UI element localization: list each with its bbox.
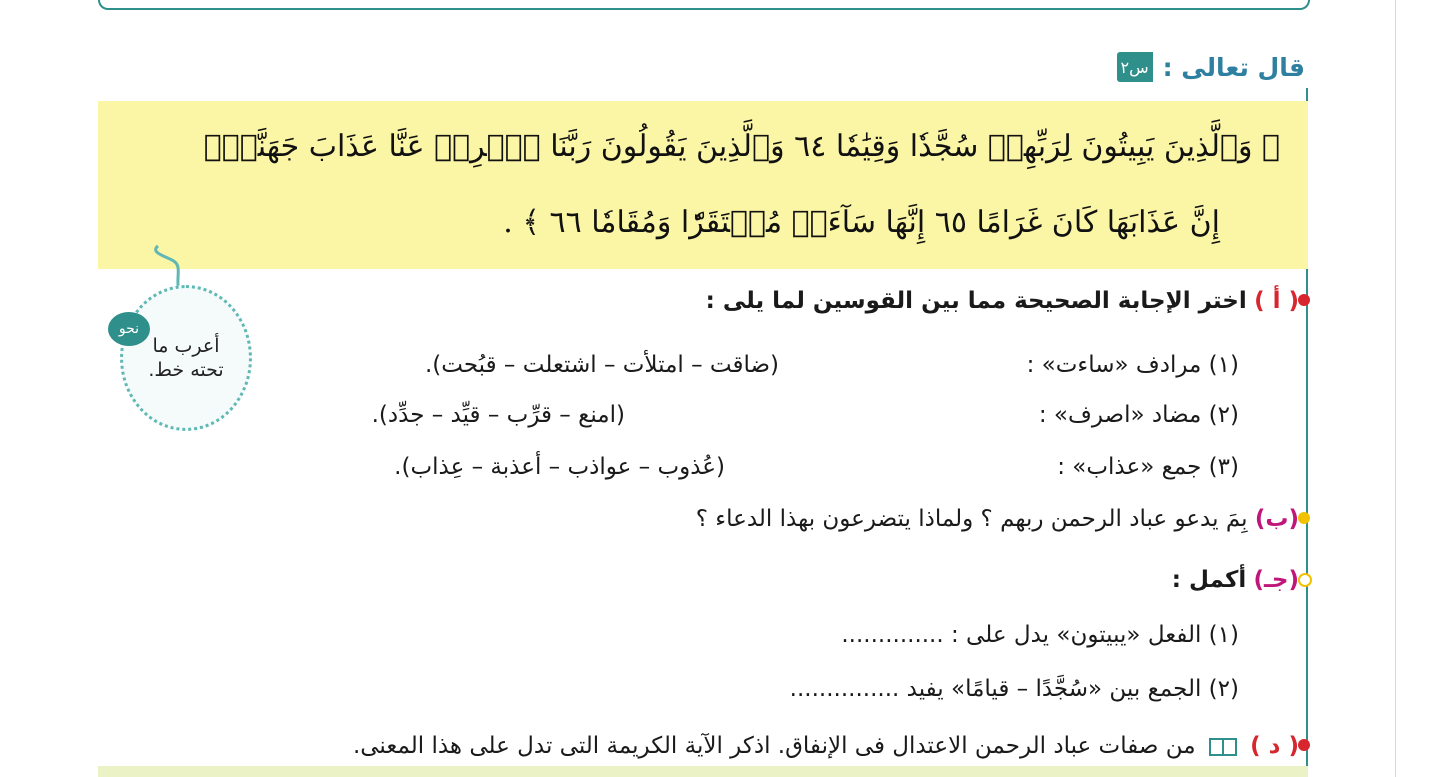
question-title: قال تعالى : xyxy=(1162,52,1305,82)
top-frame xyxy=(98,0,1310,10)
bullet-d xyxy=(1298,739,1310,751)
bullet-c xyxy=(1298,573,1312,587)
part-d-text: من صفات عباد الرحمن الاعتدال فى الإنفاق. اذكر الآية الكريمة التى تدل على هذا المعنى. xyxy=(352,733,1196,759)
a-item-1-choices: (ضاقت – امتلأت – اشتعلت – قبُحت). xyxy=(424,352,779,378)
part-d-label: ( د ) xyxy=(1250,733,1299,759)
a-item-1-prompt: (١) مرادف «ساءت» : xyxy=(1026,352,1239,378)
page-edge xyxy=(1395,0,1396,777)
bullet-a xyxy=(1298,294,1310,306)
quran-verse-box xyxy=(98,101,1308,269)
part-b xyxy=(696,502,1299,536)
a-item-3-choices: (عُذوب – عواذب – أعذبة – عِذاب). xyxy=(394,454,725,480)
question-number-badge: س٢ xyxy=(1117,52,1153,82)
part-b-label: (ب) xyxy=(1254,506,1299,532)
a-item-2-choices: (امنع – قرِّب – قيِّد – جدِّد). xyxy=(371,402,625,428)
part-a-label: ( أ ) xyxy=(1254,288,1299,314)
part-c-title: أكمل : xyxy=(1171,567,1247,593)
bottom-strip xyxy=(98,766,1308,777)
part-d xyxy=(353,729,1299,763)
c-item-1: (١) الفعل «يبيتون» يدل على : .............. xyxy=(841,622,1239,648)
part-a-instruction: اختر الإجابة الصحيحة مما بين القوسين لما يلى : xyxy=(705,288,1247,314)
part-a-heading xyxy=(706,284,1299,318)
grammar-stamp xyxy=(120,285,252,431)
stamp-badge: نحو xyxy=(108,312,150,346)
question-header xyxy=(1117,52,1305,82)
bullet-b xyxy=(1298,512,1310,524)
c-item-2: (٢) الجمع بين «سُجَّدًا – قيامًا» يفيد ............... xyxy=(789,676,1239,702)
part-c-label: (جـ) xyxy=(1253,567,1299,593)
quran-line-2: إِنَّ عَذَابَهَا كَانَ غَرَامًا ٦٥ إِنَّهَا سَآءَتۡ مُسۡتَقَرّٗا وَمُقَامٗا ٦٦ ﴾ . xyxy=(503,205,1220,240)
a-item-3-prompt: (٣) جمع «عذاب» : xyxy=(1057,454,1239,480)
quran-line-1: ﴿ وَٱلَّذِينَ يَبِيتُونَ لِرَبِّهِمۡ سُجَّدٗا وَقِيَٰمٗا ٦٤ وَٱلَّذِينَ يَقُولُونَ رَبَّنَا ٱصۡرِفۡ عَنَّا عَذَابَ جَهَنَّمَۖ xyxy=(203,129,1280,164)
part-b-text: بِمَ يدعو عباد الرحمن ربهم ؟ ولماذا يتضرعون بهذا الدعاء ؟ xyxy=(695,506,1248,532)
stamp-text: أعرب ما تحته خط. xyxy=(148,335,224,381)
book-icon xyxy=(1209,737,1237,757)
part-c-heading xyxy=(1172,563,1299,597)
a-item-2-prompt: (٢) مضاد «اصرف» : xyxy=(1038,402,1239,428)
